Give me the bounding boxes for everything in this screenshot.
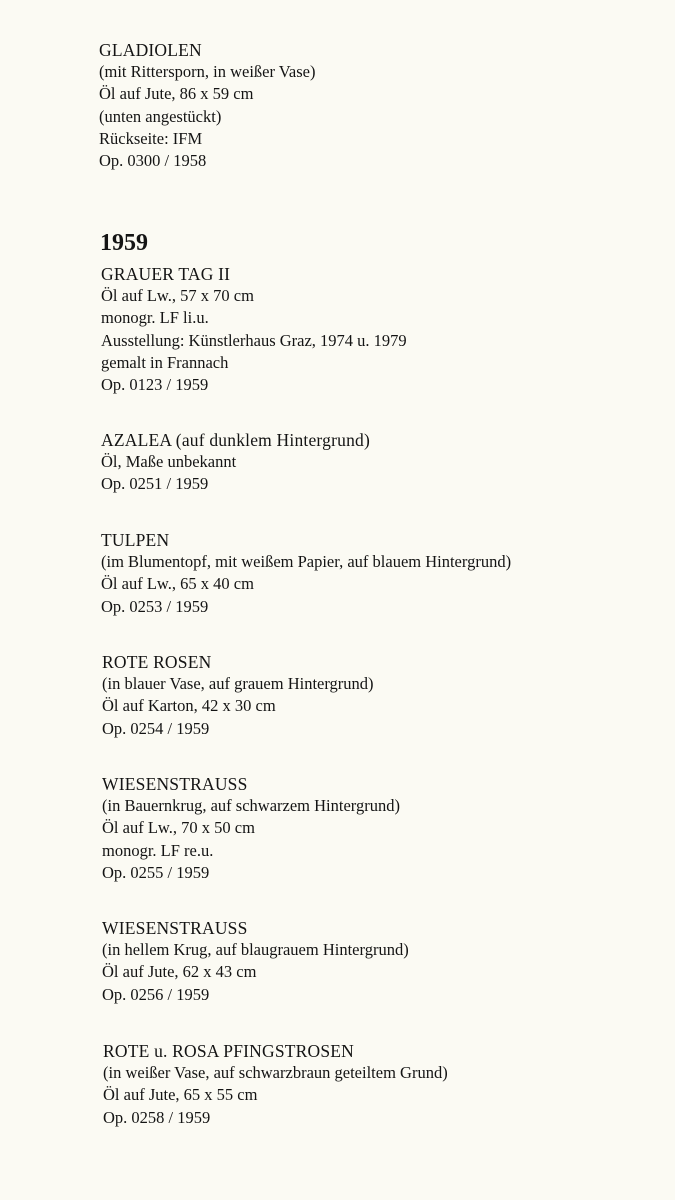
entry-line: (in Bauernkrug, auf schwarzem Hintergrund) [102, 796, 400, 816]
entry-line: Öl auf Lw., 70 x 50 cm [102, 818, 255, 838]
entry-line: Ausstellung: Künstlerhaus Graz, 1974 u. 1979 [101, 330, 407, 350]
entry-line: (in weißer Vase, auf schwarzbraun geteiltem Grund) [103, 1063, 448, 1083]
entry-title: AZALEA (auf dunklem Hintergrund) [101, 430, 371, 450]
catalog-entry [101, 263, 407, 396]
entry-line: Rückseite: IFM [99, 128, 203, 148]
entry-line: Op. 0300 / 1958 [99, 150, 207, 170]
entry-line: Op. 0123 / 1959 [101, 374, 209, 394]
entry-line: (mit Rittersporn, in weißer Vase) [99, 62, 316, 82]
year-heading: 1959 [100, 230, 148, 256]
catalog-entry [102, 651, 374, 740]
entry-line: Op. 0256 / 1959 [102, 984, 210, 1004]
entry-line: monogr. LF li.u. [101, 308, 209, 328]
entry-title: GLADIOLEN [99, 40, 202, 60]
entry-title: ROTE u. ROSA PFINGSTROSEN [103, 1041, 355, 1061]
catalog-entry [101, 429, 370, 496]
entry-line: monogr. LF re.u. [102, 840, 214, 860]
entry-line: Öl auf Lw., 65 x 40 cm [101, 574, 254, 594]
entry-title: GRAUER TAG II [101, 264, 231, 284]
catalog-entry [101, 529, 511, 618]
entry-title: TULPEN [101, 530, 170, 550]
entry-line: Op. 0255 / 1959 [102, 862, 210, 882]
entry-title: WIESENSTRAUSS [102, 774, 248, 794]
entry-line: Op. 0258 / 1959 [103, 1107, 211, 1127]
catalog-entry-gladiolen [99, 39, 315, 172]
entry-line: Öl auf Jute, 65 x 55 cm [103, 1085, 258, 1105]
entry-line: Op. 0251 / 1959 [101, 474, 209, 494]
entry-title: WIESENSTRAUSS [102, 918, 248, 938]
entry-line: (unten angestückt) [99, 106, 222, 126]
catalog-entry [102, 917, 409, 1006]
entry-line: Öl auf Jute, 86 x 59 cm [99, 84, 254, 104]
entry-line: (in blauer Vase, auf grauem Hintergrund) [102, 674, 374, 694]
entry-line: Öl auf Lw., 57 x 70 cm [101, 286, 254, 306]
entry-line: Op. 0253 / 1959 [101, 596, 209, 616]
entry-line: gemalt in Frannach [101, 352, 229, 372]
entry-line: (in hellem Krug, auf blaugrauem Hintergrund) [102, 940, 409, 960]
entry-title: ROTE ROSEN [102, 652, 212, 672]
entry-line: Öl auf Karton, 42 x 30 cm [102, 696, 276, 716]
catalog-entry [103, 1040, 448, 1129]
catalog-entry [102, 773, 400, 884]
entry-line: Öl, Maße unbekannt [101, 452, 237, 472]
entry-line: Öl auf Jute, 62 x 43 cm [102, 962, 257, 982]
entry-line: (im Blumentopf, mit weißem Papier, auf blauem Hintergrund) [101, 552, 512, 572]
entry-line: Op. 0254 / 1959 [102, 718, 210, 738]
